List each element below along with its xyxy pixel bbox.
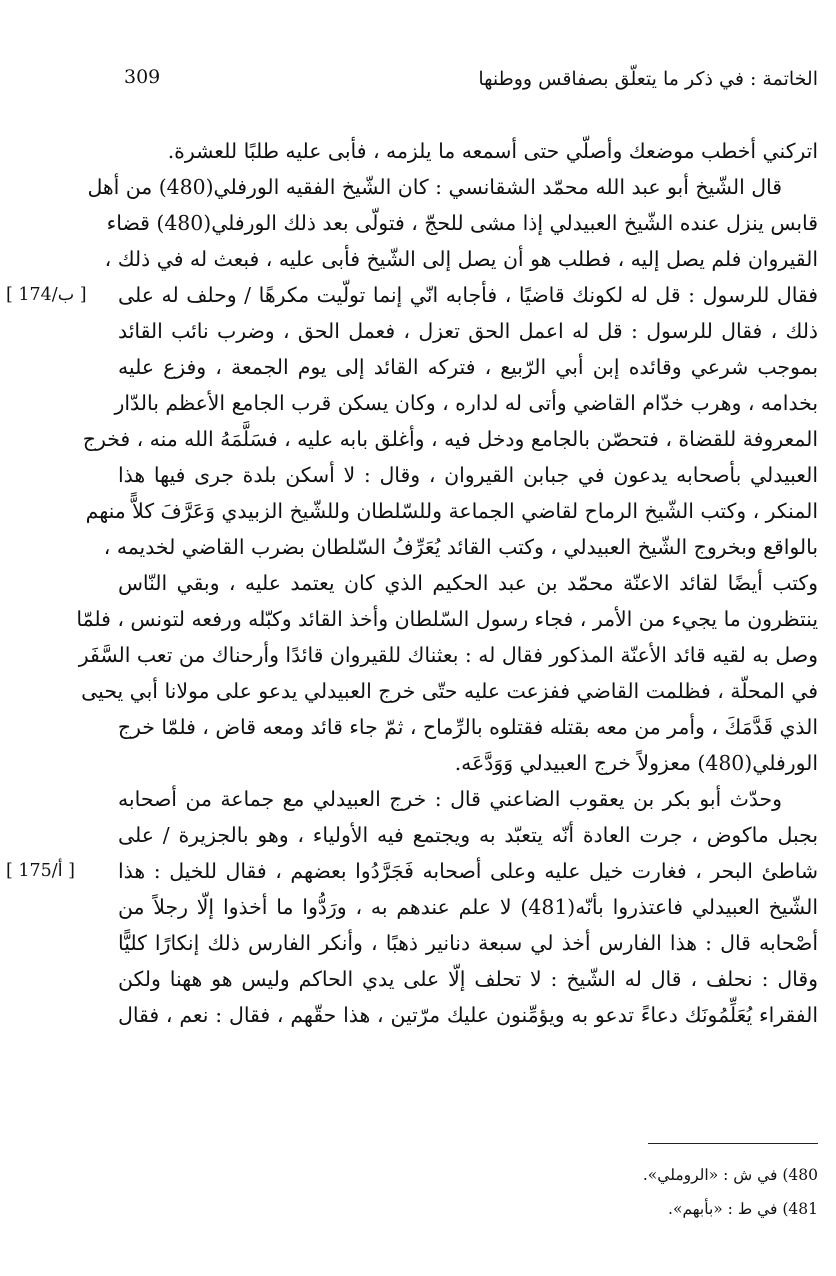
text-line: اتركني أخطب موضعك وأصلّي حتى أسمعه ما يلزمه ، فأبى عليه طلبًا للعشرة. <box>167 139 818 163</box>
text-line: المنكر ، وكتب الشّيخ الرماح لقاضي الجماعة وللسّلطان وللشّيخ الزبيدي وَعَرَّفَ كلاًّ منهم <box>85 499 818 523</box>
text-line: بخدامه ، وهرب خدّام القاضي وأتى له لداره ، وكان يسكن قرب الجامع الأعظم بالدّار <box>114 391 818 415</box>
text-line: شاطئ البحر ، فغارت خيل عليه وعلى أصحابه فَجَرَّدُوا بعضهم ، فقال للخيل : هذا <box>118 859 818 883</box>
text-line: أصْحابه قال : هذا الفارس أخذ لي سبعة دنانير ذهبًا ، وأنكر الفارس ذلك إنكارًا كليًّا <box>118 931 818 955</box>
text-line: ذلك ، فقال للرسول : قل له اعمل الحق تعزل ، فعمل الحق ، وضرب نائب القائد <box>118 319 818 343</box>
text-line: قال الشّيخ أبو عبد الله محمّد الشقانسي : كان الشّيخ الفقيه الورفلي(480) من أهل <box>87 175 782 199</box>
text-line: الفقراء يُعَلِّمُونَك دعاءً تدعو به ويؤمِّنون عليك مرّتين ، هذا حقّهم ، فقال : نعم ، فقال <box>118 1003 818 1027</box>
text-line: المعروفة للقضاة ، فتحصّن بالجامع ودخل فيه ، وأغلق بابه عليه ، فسَلَّمَهُ الله منه ، فخرج <box>82 427 818 451</box>
text-line: القيروان فلم يصل إليه ، فطلب هو أن يصل إلى الشّيخ فأبى عليه ، فبعث له في ذلك ، <box>104 247 818 271</box>
text-line: فقال للرسول : قل له لكونك قاضيًا ، فأجابه انّي إنما تولّيت مكرهًا / وحلف له على <box>118 283 818 307</box>
footnote: 481) في ط : «بأبهم». <box>668 1200 818 1218</box>
page-number: 309 <box>124 66 161 88</box>
text-line: وصل به لقيه قائد الأعنّة المذكور فقال له : بعثناك للقيروان قائدًا وأرحناك من تعب السَّفَر <box>78 643 818 667</box>
main-text <box>76 133 818 1033</box>
page-header <box>118 62 818 98</box>
text-line: في المحلّة ، فظلمت القاضي ففزعت عليه حتّى خرج العبيدلي يدعو على مولانا أبي يحيى <box>81 679 818 703</box>
text-line: الشّيخ العبيدلي فاعتذروا بأنّه(481) لا علم عندهم به ، ورَدُّوا ما أخذوا إلّا رجلاً من <box>118 895 818 919</box>
text-line: الورفلي(480) معزولاً خرج العبيدلي وَوَدَّعَه. <box>454 751 818 775</box>
text-line: وقال : نحلف ، قال له الشّيخ : لا تحلف إلّا على يدي الحاكم وليس هو ههنا ولكن <box>118 967 818 991</box>
text-line: وحدّث أبو بكر بن يعقوب الضاعني قال : خرج العبيدلي مع جماعة من أصحابه <box>118 787 782 811</box>
footnotes <box>500 1158 818 1226</box>
text-line: قابس ينزل عنده الشّيخ العبيدلي إذا مشى للحجّ ، فتولّى بعد ذلك الورفلي(480) قضاء <box>106 211 818 235</box>
text-line: بموجب شرعي وقائده إبن أبي الرّبيع ، فتركه القائد إلى يوم الجمعة ، وفزع عليه <box>118 355 818 379</box>
folio-marker: [ 175/أ ] <box>6 861 75 881</box>
text-line: بجبل ماكوض ، جرت العادة أنّه يتعبّد به ويجتمع فيه الأولياء ، وهو بالجزيرة / على <box>118 823 818 847</box>
folio-marker: [ 174/ب ] <box>6 285 87 305</box>
text-line: بالواقع وبخروج الشّيخ العبيدلي ، وكتب القائد يُعَرِّفُ السّلطان بضرب القاضي لخديمه ، <box>103 535 818 559</box>
text-line: وكتب أيضًا لقائد الاعنّة محمّد بن عبد الحكيم الذي كان يعتمد عليه ، وبقي النّاس <box>118 571 818 595</box>
footnote-divider <box>648 1143 818 1144</box>
footnote: 480) في ش : «الروملي». <box>642 1166 818 1184</box>
text-line: ينتظرون ما يجيء من الأمر ، فجاء رسول السّلطان وأخذ القائد وكبّله ورفعه لتونس ، فلمّا <box>76 607 818 631</box>
running-head: الخاتمة : في ذكر ما يتعلّق بصفاقس ووطنها <box>478 68 818 90</box>
text-line: العبيدلي بأصحابه يدعون في جبابن القيروان ، وقال : لا أسكن بلدة جرى فيها هذا <box>118 463 818 487</box>
text-line: الذي قَدَّمَكَ ، وأمر من معه بقتله فقتلوه بالرِّماح ، ثمّ جاء قائد ومعه قاض ، فلمّا خرج <box>117 715 818 739</box>
